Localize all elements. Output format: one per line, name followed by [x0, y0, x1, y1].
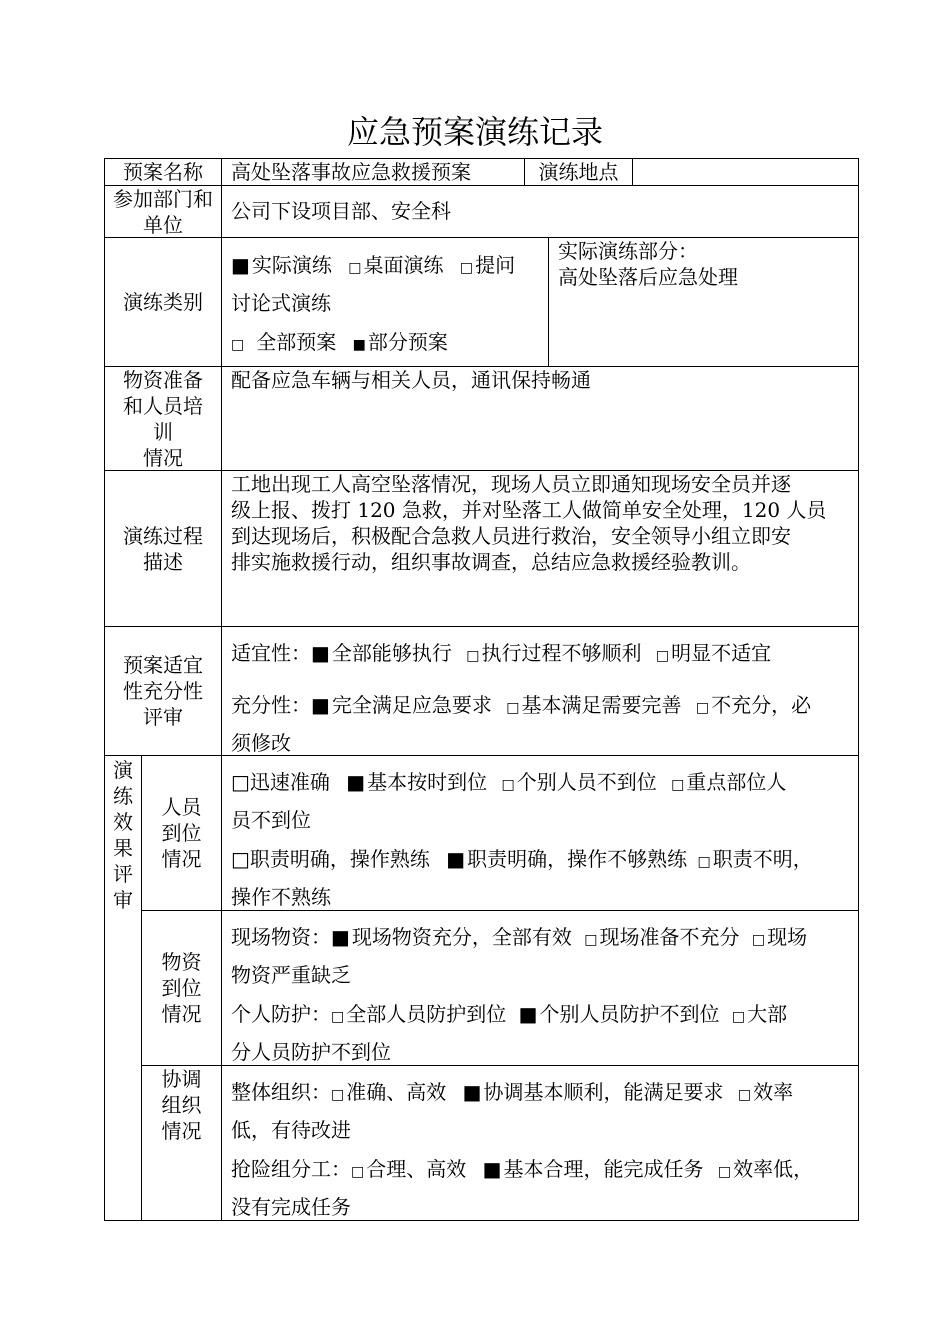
actual-drill-part-value: 高处坠落后应急处理	[558, 265, 738, 289]
personal-protection-cont: 分人员防护不到位	[231, 1040, 391, 1064]
departments-label: 参加部门和单位	[113, 187, 213, 237]
personnel-line4: 操作不熟练	[231, 885, 331, 909]
option-site-sufficient[interactable]: ■ 现场物资充分，全部有效	[331, 925, 572, 949]
option-suit-not-smooth[interactable]: □ 执行过程不够顺利	[466, 641, 642, 665]
option-duty-unclear[interactable]: □ 职责不明，	[697, 847, 813, 871]
process-description-label: 演练过程 描述	[123, 524, 203, 574]
option-on-time[interactable]: ■ 基本按时到位	[346, 770, 488, 794]
option-rescue-efficient[interactable]: □ 合理、高效	[351, 1157, 467, 1181]
option-adequacy-insufficient[interactable]: □ 不充分，必	[695, 693, 812, 717]
option-protect-all[interactable]: □ 全部人员防护到位	[331, 1002, 507, 1026]
effect-review-label: 演 练 效 果 评 审	[113, 758, 133, 912]
option-org-efficient[interactable]: □ 准确、高效	[331, 1080, 447, 1104]
coordination-label: 协调 组织 情况	[161, 1067, 202, 1143]
suitability-line: 适宜性：■ 全部能够执行 □ 执行过程不够顺利 □ 明显不适宜	[231, 641, 772, 665]
personnel-line2: 员不到位	[231, 808, 311, 832]
personal-protection-line: 个人防护：□ 全部人员防护到位 ■ 个别人员防护不到位 □ 大部	[231, 1002, 788, 1026]
option-site-lacking[interactable]: □ 现场	[751, 925, 808, 949]
plan-scope-options	[231, 329, 448, 358]
materials-training-value: 配备应急车辆与相关人员，通讯保持畅通	[231, 368, 591, 392]
option-suit-all[interactable]: ■ 全部能够执行	[311, 641, 452, 665]
plan-name-label: 预案名称	[123, 160, 203, 184]
option-key-absent[interactable]: □ 重点部位人	[671, 770, 787, 794]
option-tabletop-drill[interactable]: □ 桌面演练	[348, 253, 444, 277]
option-rescue-low[interactable]: □ 效率低，	[717, 1157, 814, 1181]
option-question[interactable]: □ 提问	[459, 253, 516, 277]
drill-type-label: 演练类别	[123, 290, 203, 314]
personnel-line3	[231, 846, 813, 875]
option-protect-some[interactable]: ■ 个别人员防护不到位	[518, 1002, 720, 1026]
rescue-division-cont: 没有完成任务	[231, 1195, 351, 1219]
option-suit-unsuitable[interactable]: □ 明显不适宜	[655, 641, 772, 665]
drill-type-line2: 讨论式演练	[231, 291, 331, 315]
option-adequacy-full[interactable]: ■ 完全满足应急要求	[311, 693, 492, 717]
option-some-absent[interactable]: □ 个别人员不到位	[501, 770, 657, 794]
materials-training-label: 物资准备 和人员培 训 情况	[123, 368, 203, 470]
personnel-line1	[231, 769, 786, 798]
drill-type-options	[231, 252, 515, 281]
rescue-division-line: 抢险组分工：□ 合理、高效 ■ 基本合理，能完成任务 □ 效率低，	[231, 1157, 814, 1181]
overall-organization-cont: 低，有待改进	[231, 1118, 351, 1142]
plan-name-value: 高处坠落事故应急救援预案	[231, 160, 471, 184]
option-duty-not-skilled[interactable]: ■ 职责明确，操作不够熟练	[446, 847, 688, 871]
adequacy-line: 充分性：■ 完全满足应急要求 □ 基本满足需要完善 □ 不充分，必	[231, 693, 812, 717]
option-adequacy-basic[interactable]: □ 基本满足需要完善	[506, 693, 682, 717]
materials-label: 物资 到位 情况	[161, 950, 202, 1026]
option-duty-skilled[interactable]: □职责明确，操作熟练	[231, 847, 430, 871]
option-org-low[interactable]: □ 效率	[737, 1080, 794, 1104]
page-title: 应急预案演练记录	[346, 113, 603, 151]
option-protect-most[interactable]: □ 大部	[731, 1002, 788, 1026]
personnel-label: 人员 到位 情况	[161, 795, 202, 871]
option-quick-accurate[interactable]: □迅速准确	[231, 770, 330, 794]
option-partial-plan[interactable]: ■ 部分预案	[352, 330, 448, 354]
plan-review-label: 预案适宜 性充分性 评审	[123, 653, 203, 729]
overall-organization-line: 整体组织：□ 准确、高效 ■ 协调基本顺利，能满足要求 □ 效率	[231, 1080, 794, 1104]
option-site-insufficient[interactable]: □ 现场准备不充分	[584, 925, 740, 949]
option-actual-drill[interactable]: ■ 实际演练	[231, 253, 332, 277]
process-description-text: 工地出现工人高空坠落情况，现场人员立即通知现场安全员并逐 级上报、拨打 120 急救，并对坠落工人做简单安全处理，120 人员 到达现场后，积极配合急救人员进行救治，安全领导小组立即安 排实施救援行动，组织事故调查，总结应急救援经验教训。	[231, 472, 827, 574]
option-org-smooth[interactable]: ■ 协调基本顺利，能满足要求	[462, 1080, 724, 1104]
site-materials-line: 现场物资：■ 现场物资充分，全部有效 □ 现场准备不充分 □ 现场	[231, 925, 808, 949]
actual-drill-part-label: 实际演练部分：	[558, 239, 698, 263]
drill-location-label: 演练地点	[538, 160, 619, 184]
adequacy-cont: 须修改	[231, 731, 291, 755]
option-full-plan[interactable]: □ 全部预案	[231, 330, 337, 354]
departments-value: 公司下设项目部、安全科	[231, 199, 451, 223]
site-materials-cont: 物资严重缺乏	[231, 963, 351, 987]
option-rescue-reasonable[interactable]: ■ 基本合理，能完成任务	[482, 1157, 704, 1181]
